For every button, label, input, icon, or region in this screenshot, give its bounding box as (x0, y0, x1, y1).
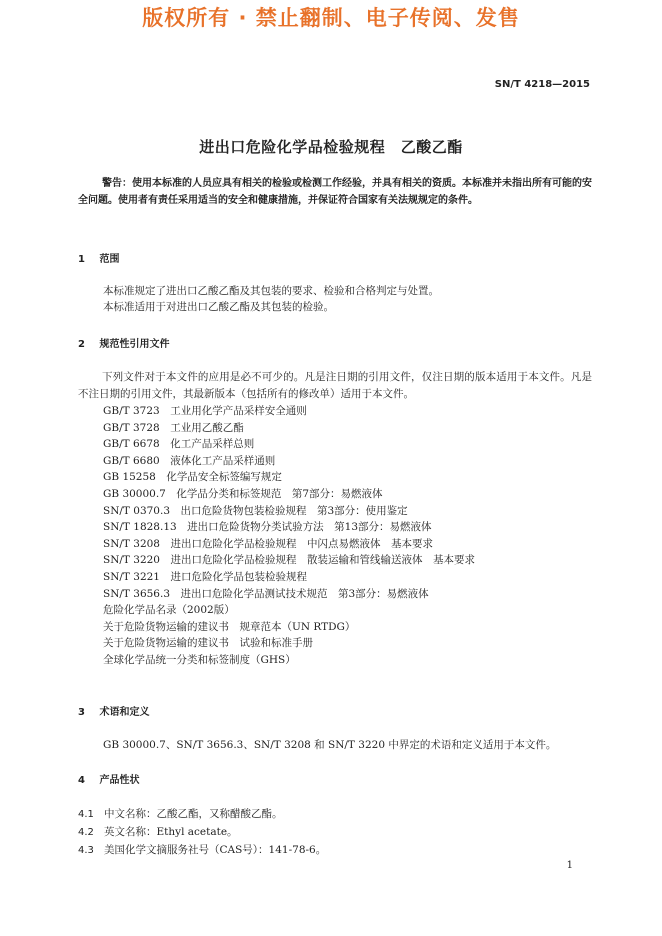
property-item (78, 824, 238, 839)
document-number: SN/T 4218—2015 (494, 79, 590, 90)
reference-item: GB/T 3723 工业用化学产品采样安全通则 (103, 405, 307, 417)
reference-item: SN/T 3220 进出口危险化学品检验规程 散装运输和管线输送液体 基本要求 (103, 554, 475, 567)
section-number: 3 (78, 707, 85, 718)
reference-item: GB/T 3728 工业用乙酸乙酯 (103, 421, 244, 434)
reference-item: GB 30000.7 化学品分类和标签规范 第7部分：易燃液体 (103, 487, 383, 500)
property-item (78, 806, 283, 821)
reference-item: SN/T 3656.3 进出口危险化学品测试技术规范 第3部分：易燃液体 (103, 587, 429, 600)
section-heading-terms (78, 703, 149, 718)
document-title: 进出口危险化学品检验规程 乙酸乙酯 (199, 138, 463, 156)
section-heading-normative-references (78, 335, 169, 350)
section-number: 4 (78, 775, 85, 786)
property-text: 英文名称：Ethyl acetate。 (104, 826, 238, 838)
section-title: 产品性状 (99, 775, 140, 786)
references-intro: 下列文件对于本文件的应用是必不可少的。凡是注日期的引用文件，仅注日期的版本适用于本文件。凡是不注日期的引用文件，其最新版本（包括所有的修改单）适用于本文件。 (78, 371, 592, 400)
scope-line: 本标准规定了进出口乙酸乙酯及其包装的要求、检验和合格判定与处置。 (103, 285, 439, 297)
copyright-banner: 版权所有 · 禁止翻制、电子传阅、发售 (142, 6, 520, 30)
section-heading-properties (78, 771, 139, 786)
property-number: 4.1 (78, 809, 94, 820)
property-item (78, 842, 326, 857)
section-number: 1 (78, 254, 85, 265)
property-number: 4.2 (78, 827, 94, 838)
reference-item: SN/T 3221 进口危险化学品包装检验规程 (103, 570, 307, 583)
section-title: 规范性引用文件 (99, 339, 170, 350)
property-text: 中文名称：乙酸乙酯，又称醋酸乙酯。 (104, 808, 283, 820)
terms-paragraph: GB 30000.7、SN/T 3656.3、SN/T 3208 和 SN/T 3220 中界定的术语和定义适用于本文件。 (103, 739, 557, 751)
reference-item: SN/T 3208 进出口危险化学品检验规程 中闪点易燃液体 基本要求 (103, 537, 433, 550)
reference-item: GB/T 6680 液体化工产品采样通则 (103, 454, 276, 467)
reference-list (103, 403, 475, 669)
section-number: 2 (78, 339, 85, 350)
warning-paragraph: 警告：使用本标准的人员应具有相关的检验或检测工作经验，并具有相关的资质。本标准并未指出所有可能的安全问题。使用者有责任采用适当的安全和健康措施，并保证符合国家有关法规规定的条件。 (78, 178, 592, 206)
reference-item: 全球化学品统一分类和标签制度（GHS） (103, 653, 296, 666)
reference-item: 关于危险货物运输的建议书 试验和标准手册 (103, 637, 313, 650)
section-title: 术语和定义 (99, 707, 150, 718)
reference-item: 危险化学品名录（2002版） (103, 604, 235, 617)
property-text: 美国化学文摘服务社号（CAS号）：141-78-6。 (104, 844, 327, 856)
page-number: 1 (566, 860, 573, 871)
reference-item: GB 15258 化学品安全标签编写规定 (103, 471, 282, 484)
property-number: 4.3 (78, 845, 94, 856)
reference-item: GB/T 6678 化工产品采样总则 (103, 438, 255, 451)
reference-item: SN/T 0370.3 出口危险货物包装检验规程 第3部分：使用鉴定 (103, 504, 408, 517)
section-title: 范围 (99, 254, 120, 265)
reference-item: 关于危险货物运输的建议书 规章范本（UN RTDG） (103, 620, 356, 633)
section-heading-scope (78, 250, 119, 265)
scope-line: 本标准适用于对进出口乙酸乙酯及其包装的检验。 (103, 301, 334, 313)
reference-item: SN/T 1828.13 进出口危险货物分类试验方法 第13部分：易燃液体 (103, 521, 432, 534)
